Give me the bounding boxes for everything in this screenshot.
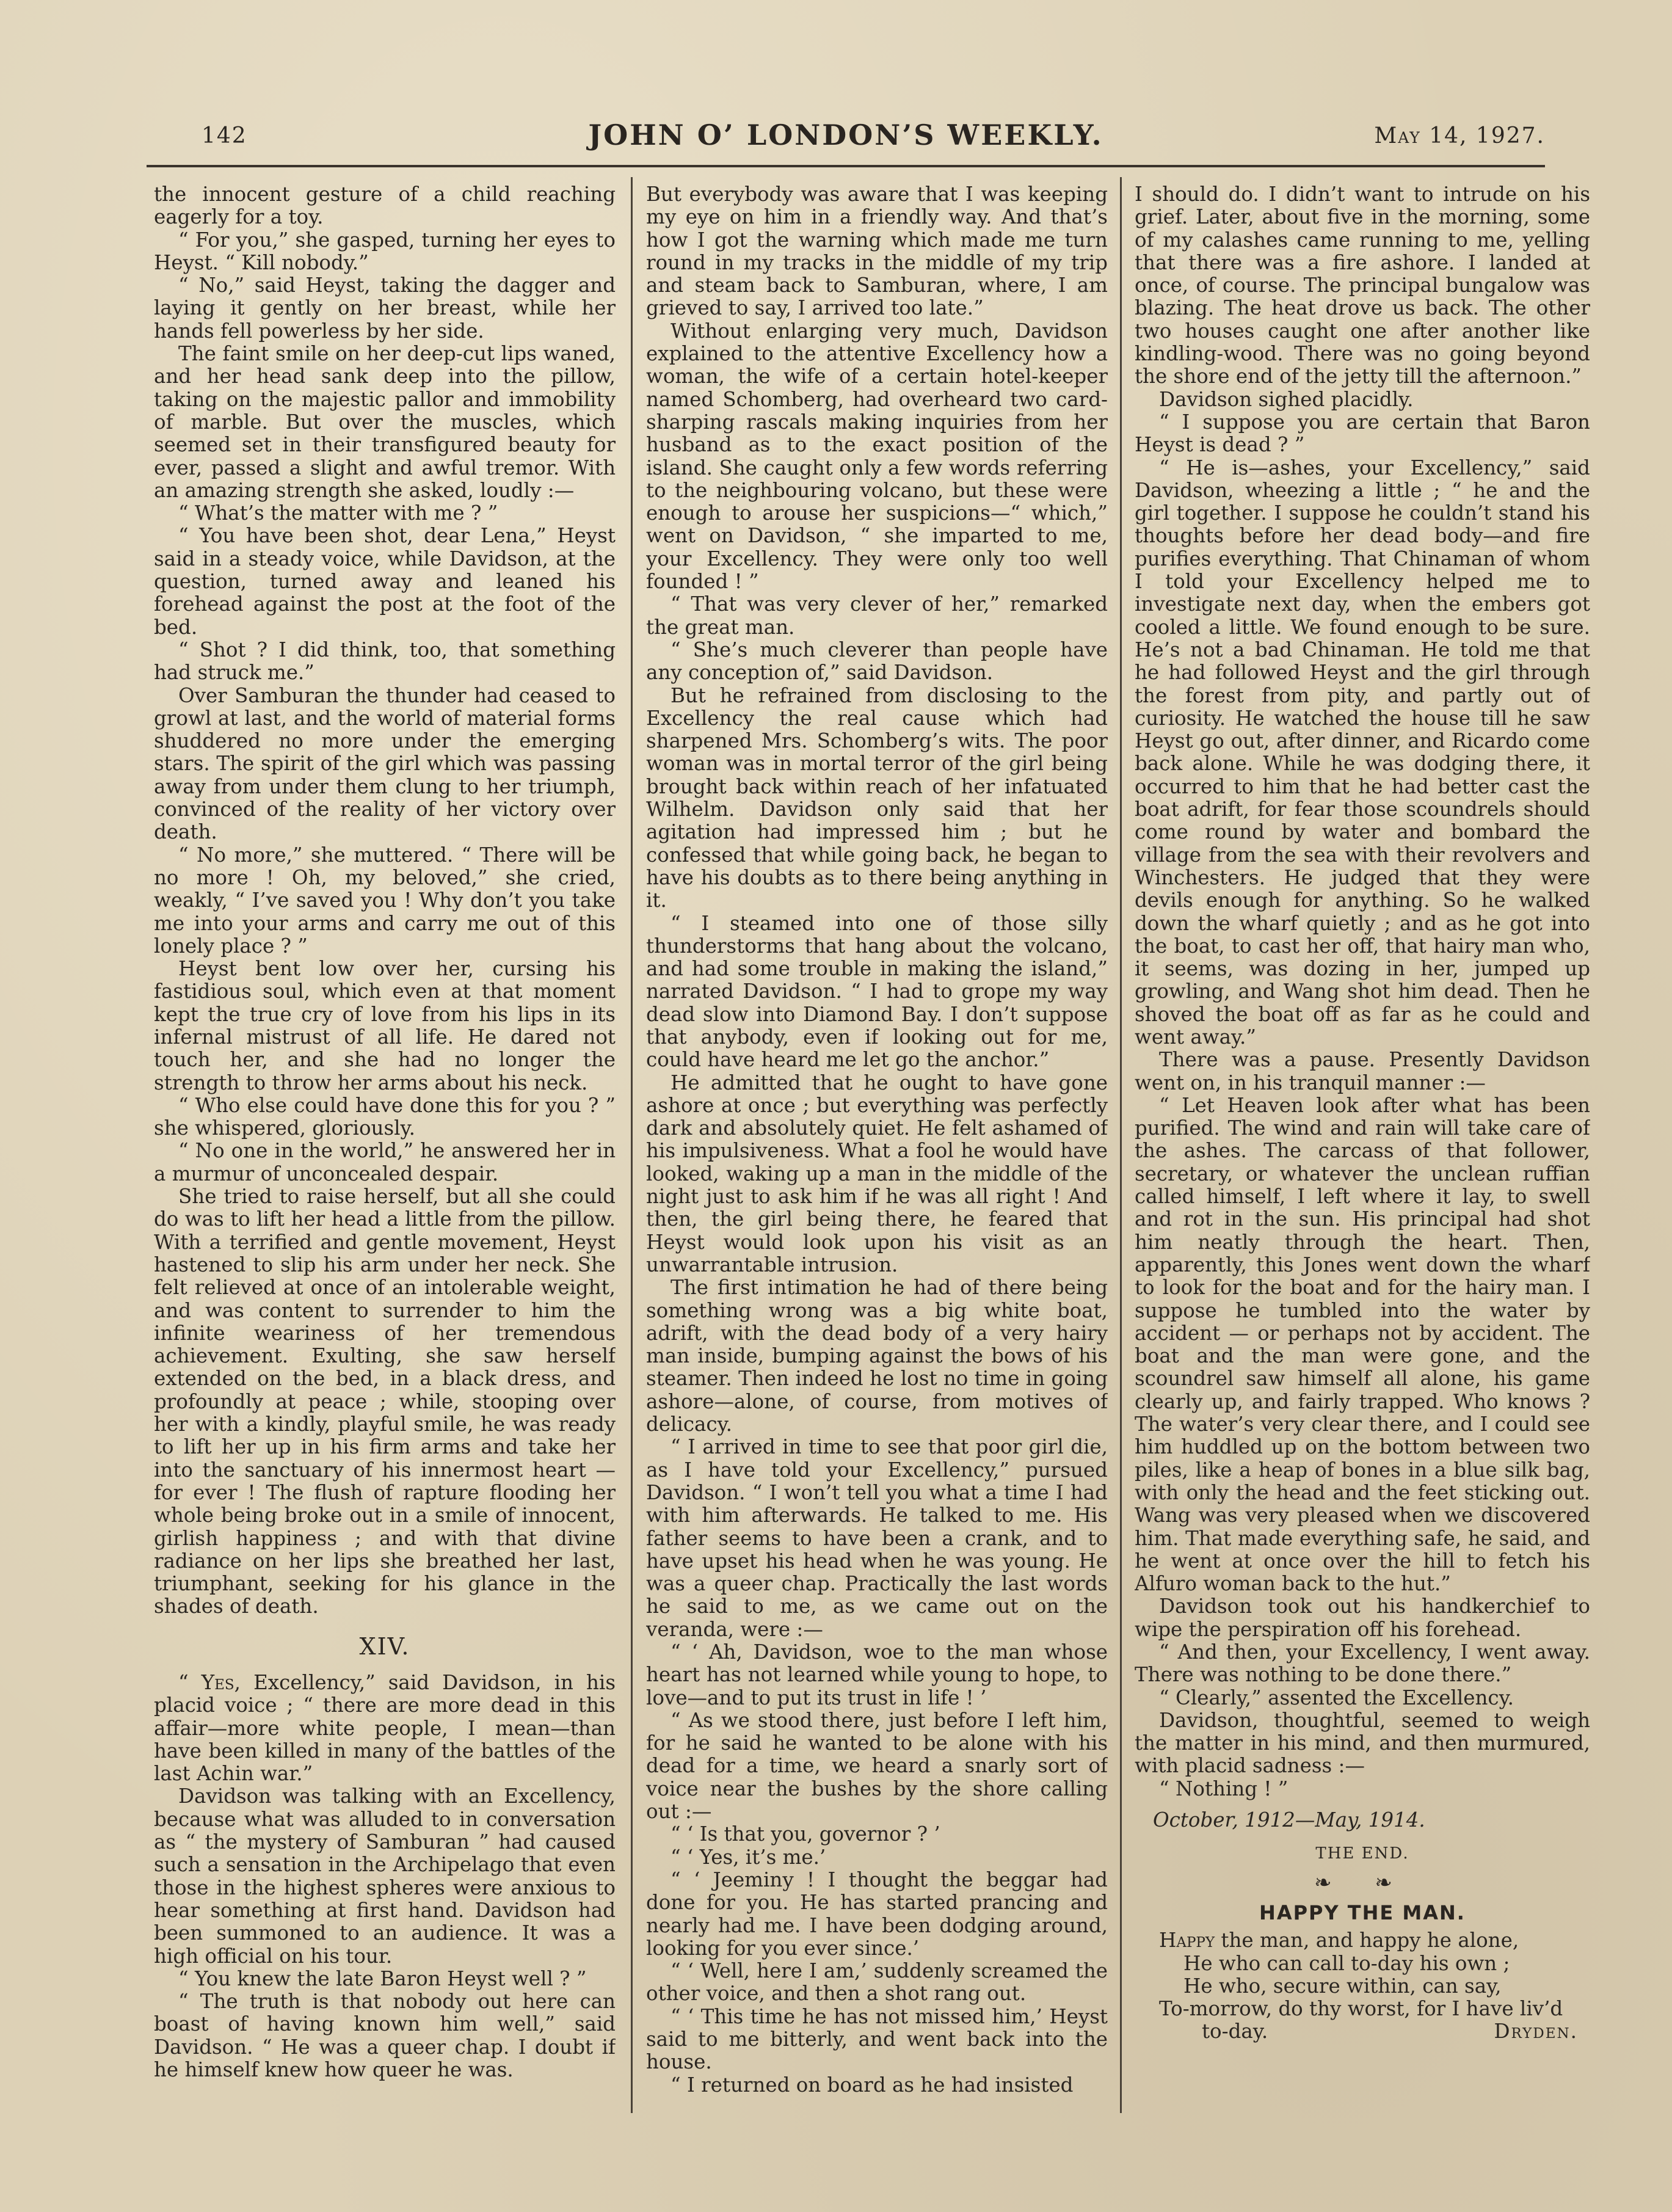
column-divider — [1120, 177, 1122, 2113]
dateline: October, 1912—May, 1914. — [1153, 1808, 1425, 1832]
paragraph: Davidson took out his handkerchief to wipe the perspiration off his forehead. — [1135, 1595, 1590, 1641]
paragraph-text: Excellency,” said Davidson, in his placid voice ; “ there are more dead in this affair—more white people, I mean—than have been killed in many of the battles of the last Achin war.” — [154, 1671, 616, 1786]
paragraph: “ I arrived in time to see that poor girl die, as I have told your Excellency,” pursued Davidson. “ I won’t tell you what a time I had with him afterwards. He talked to me. His father seems to have been a crank, and to have upset his head when he was young. He was a queer chap. Practically the last words he said to me, as we came out on the veranda, were :— — [646, 1435, 1108, 1641]
paragraph: “ Let Heaven look after what has been purified. The wind and rain will take care of the ashes. The carcass of that follower, secretary, or whatever the unclean ruffian called himself, I left where it lay, to swell and rot in the sun. His principal had shot him neatly through the heart. Then, apparently, this Jones went down the wharf to look for the boat and for the hairy man. I suppose he tumbled into the water by accident — or perhaps not by accident. The boat and the man were gone, and the scoundrel saw himself all alone, his game clearly up, and fairly trapped. Who knows ? The water’s very clear there, and I could see him huddled up on the bottom between two piles, like a heap of bones in a blue silk bag, with only the head and the feet sticking out. Wang was very pleased when we discovered him. That made everything safe, he said, and he went at once over the hill to fetch his Alfuro woman back to the hut.” — [1135, 1093, 1590, 1596]
paragraph: “ And then, your Excellency, I went away. There was nothing to be done there.” — [1135, 1640, 1590, 1687]
paragraph: “ ‘ Jeeminy ! I thought the beggar had done for you. He has started prancing and nearly had me. I have been dodging around, looking for you ever since.’ — [646, 1868, 1108, 1960]
paragraph: “ That was very clever of her,” remarked the great man. — [646, 592, 1108, 639]
poem-title: HAPPY THE MAN. — [1259, 1901, 1466, 1924]
paragraph: Over Samburan the thunder had ceased to growl at last, and the world of material forms shuddered no more under the emerging stars. The spirit of the girl which was passing away from under them clung to her triumph, convinced of the reality of her victory over death. — [154, 683, 616, 844]
column-1-chapter-paragraphs — [154, 1672, 616, 2081]
text-column-1 — [154, 183, 616, 2113]
issue-date: May 14, 1927. — [1374, 123, 1545, 148]
paragraph: “ You have been shot, dear Lena,” Heyst said in a steady voice, while Davidson, at the question, turned away and leaned his forehead against the post at the foot of the bed. — [154, 524, 616, 639]
poem-last-line — [1135, 2020, 1590, 2043]
paragraph: “ ‘ Yes, it’s me.’ — [671, 1845, 826, 1869]
poem-line: To-morrow, do thy worst, for I have liv’d — [1159, 1997, 1563, 2021]
paragraph: “ The truth is that nobody out here can boast of having known him well,” said Davidson. “ He was a queer chap. I doubt if he himself knew how queer he was. — [154, 1990, 616, 2082]
paragraph: the innocent gesture of a child reaching eagerly for a toy. — [154, 183, 616, 229]
paragraph: “ I steamed into one of those silly thunderstorms that hang about the volcano, and had some trouble in making the island,” narrated Davidson. “ I had to grope my way dead slow into Diamond Bay. I don’t suppose that anybody, even if looking out for me, could have heard me let go the anchor.” — [646, 911, 1108, 1072]
paragraph: But everybody was aware that I was keeping my eye on him in a friendly way. And that’s how I got the warning which made me turn round in my tracks in the middle of my trip and steam back to Samburan, where, I am grieved to say, I arrived too late.” — [646, 183, 1108, 320]
poem-first-word: Happy — [1159, 1929, 1215, 1952]
paragraph: “ Clearly,” assented the Excellency. — [1159, 1686, 1514, 1709]
text-column-2 — [646, 183, 1108, 2113]
paragraph: “ I suppose you are certain that Baron Heyst is dead ? ” — [1135, 410, 1590, 457]
paragraph: “ ‘ Well, here I am,’ suddenly screamed the other voice, and then a shot rang out. — [646, 1959, 1108, 2006]
paragraph: “ ‘ Ah, Davidson, woe to the man whose heart has not learned while young to hope, to love—and to put its trust in life ! ’ — [646, 1640, 1108, 1709]
chapter-heading: XIV. — [359, 1632, 410, 1660]
chapter-lead-word: “ Yes, — [178, 1671, 241, 1694]
text-column-3 — [1135, 183, 1590, 2113]
ornament-icon: ❧ ❧ — [1314, 1870, 1411, 1895]
paragraph: “ I returned on board as he had insisted — [671, 2073, 1074, 2097]
header-rule — [147, 165, 1545, 167]
paragraph: “ No one in the world,” he answered her in a murmur of unconcealed despair. — [154, 1139, 616, 1185]
poem-line: He who, secure within, can say, — [1183, 1974, 1502, 1998]
poem — [1135, 1929, 1590, 2043]
publication-title: JOHN O’ LONDON’S WEEKLY. — [588, 118, 1103, 151]
paragraph: “ What’s the matter with me ? ” — [178, 501, 498, 525]
paragraph: Davidson, thoughtful, seemed to weigh the matter in his mind, and then murmured, with placid sadness :— — [1135, 1708, 1590, 1778]
paragraph: “ ‘ Is that you, governor ? ’ — [671, 1822, 940, 1846]
paragraph: “ Who else could have done this for you ? ” she whispered, gloriously. — [154, 1093, 616, 1140]
paragraph: He admitted that he ought to have gone ashore at once ; but everything was perfectly dark and absolutely quiet. He felt ashamed of his impulsiveness. What a fool he would have looked, waking up a man in the middle of the night just to ask him if he was all right ! And then, the girl being there, he feared that Heyst would look upon his visit as an unwarrantable intrusion. — [646, 1071, 1108, 1276]
paragraph: “ Shot ? I did think, too, that something had struck me.” — [154, 638, 616, 685]
paragraph — [154, 1672, 616, 1785]
paragraph: Heyst bent low over her, cursing his fastidious soul, which even at that moment kept the true cry of love from his lips in its infernal mistrust of all life. He dared not touch her, and she had no longer the strength to throw her arms about his neck. — [154, 957, 616, 1094]
paragraph: “ He is—ashes, your Excellency,” said Davidson, wheezing a little ; “ he and the girl together. I suppose he couldn’t stand his thoughts before her dead body—and fire purifies everything. That Chinaman of whom I told your Excellency helped me to investigate next day, when the embers got cooled a little. We found enough to be sure. He’s not a bad Chinaman. He told me that he had followed Heyst and the girl through the forest from pity, and partly out of curiosity. He watched the house till he saw Heyst go out, after dinner, and Ricardo come back alone. While he was dodging there, it occurred to him that he had better cast the boat adrift, for fear those scoundrels should come round by water and bombard the village from the sea with their revolvers and Winchesters. He judged that they were devils enough for anything. So he walked down the wharf quietly ; and as he got into the boat, to cast her off, that hairy man who, it seems, was dozing in her, jumped up growling, and Wang shot him dead. Then he shoved the boat off as far as he could and went away.” — [1135, 456, 1590, 1049]
paragraph: Without enlarging very much, Davidson explained to the attentive Excellency how a woman, the wife of a certain hotel-keeper named Schomberg, had overheard two card-sharping rascals making inquiries from her husband as to the exact position of the island. She caught only a few words referring to the neighbouring volcano, but these were enough to arouse her suspicions—“ which,” went on Davidson, “ she imparted to me, your Excellency. They were only too well founded ! ” — [646, 319, 1108, 594]
paragraph: But he refrained from disclosing to the Excellency the real cause which had sharpened Mrs. Schomberg’s wits. The poor woman was in mortal terror of the girl being brought back within reach of her infatuated Wilhelm. Davidson only said that her agitation had impressed him ; but he confessed that while going back, he began to have his doubts as to there being anything in it. — [646, 683, 1108, 912]
paragraph: “ Nothing ! ” — [1159, 1777, 1289, 1800]
paragraph: The first intimation he had of there being something wrong was a big white boat, adrift, with the dead body of a very hairy man inside, bumping against the bows of his steamer. Then indeed he lost no time in going ashore—alone, of course, from motives of delicacy. — [646, 1276, 1108, 1436]
page-header — [147, 116, 1545, 159]
column-divider — [631, 177, 633, 2113]
paragraph: “ You knew the late Baron Heyst well ? ” — [178, 1966, 587, 1990]
paragraph: Davidson sighed placidly. — [1159, 387, 1414, 411]
paragraph: The faint smile on her deep-cut lips waned, and her head sank deep into the pillow, taking on the majestic pallor and immobility of marble. But over the muscles, which seemed set in their transfigured beauty for ever, passed a slight and awful tremor. With an amazing strength she asked, loudly :— — [154, 342, 616, 502]
paragraph: I should do. I didn’t want to intrude on his grief. Later, about five in the morning, some of my calashes came running to me, yelling that there was a fire ashore. I landed at once, of course. The principal bungalow was blazing. The heat drove us back. The other two houses caught one after another like kindling-wood. There was no going beyond the shore end of the jetty till the afternoon.” — [1135, 183, 1590, 388]
column-3-paragraphs — [1135, 183, 1590, 1800]
paragraph: She tried to raise herself, but all she could do was to lift her head a little from the pillow. With a terrified and gentle movement, Heyst hastened to slip his arm under her neck. She felt relieved at once of an intolerable weight, and was content to surrender to him the infinite weariness of her tremendous achievement. Exulting, she saw herself extended on the bed, in a black dress, and profoundly at peace ; while, stooping over her with a kindly, playful smile, he was ready to lift her up in his firm arms and take her into the sanctuary of his innermost heart —for ever ! The flush of rapture flooding her whole being broke out in a smile of innocent, girlish happiness ; and with that divine radiance on her lips she breathed her last, triumphant, seeking for his glance in the shades of death. — [154, 1185, 616, 1618]
the-end: THE END. — [1315, 1844, 1409, 1863]
column-1-paragraphs — [154, 183, 616, 1618]
paragraph: “ For you,” she gasped, turning her eyes to Heyst. “ Kill nobody.” — [154, 228, 616, 274]
paragraph: “ As we stood there, just before I left him, for he said he wanted to be alone with his dead for a time, we heard a snarly sort of voice near the bushes by the shore calling out :— — [646, 1708, 1108, 1824]
poem-author: Dryden. — [1494, 2020, 1578, 2043]
paragraph: “ ‘ This time he has not missed him,’ Heyst said to me bitterly, and went back into the house. — [646, 2004, 1108, 2074]
poem-line: to-day. — [1202, 2020, 1268, 2043]
page-number: 142 — [202, 123, 247, 148]
paragraph: There was a pause. Presently Davidson went on, in his tranquil manner :— — [1135, 1048, 1590, 1094]
poem-line — [1135, 1929, 1590, 1952]
paragraph: “ She’s much cleverer than people have any conception of,” said Davidson. — [646, 638, 1108, 685]
poem-line: He who can call to-day his own ; — [1183, 1951, 1510, 1975]
paragraph: “ No more,” she muttered. “ There will be no more ! Oh, my beloved,” she cried, weakly, “ I’ve saved you ! Why don’t you take me into your arms and carry me out of this lonely place ? ” — [154, 843, 616, 958]
poem-line-rest: the man, and happy he alone, — [1215, 1929, 1519, 1952]
paragraph: “ No,” said Heyst, taking the dagger and laying it gently on her breast, while her hands fell powerless by her side. — [154, 274, 616, 343]
paragraph: Davidson was talking with an Excellency, because what was alluded to in conversation as “ the mystery of Samburan ” had caused such a sensation in the Archipelago that even those in the highest spheres were anxious to hear something at first hand. Davidson had been summoned to an audience. It was a high official on his tour. — [154, 1785, 616, 1968]
